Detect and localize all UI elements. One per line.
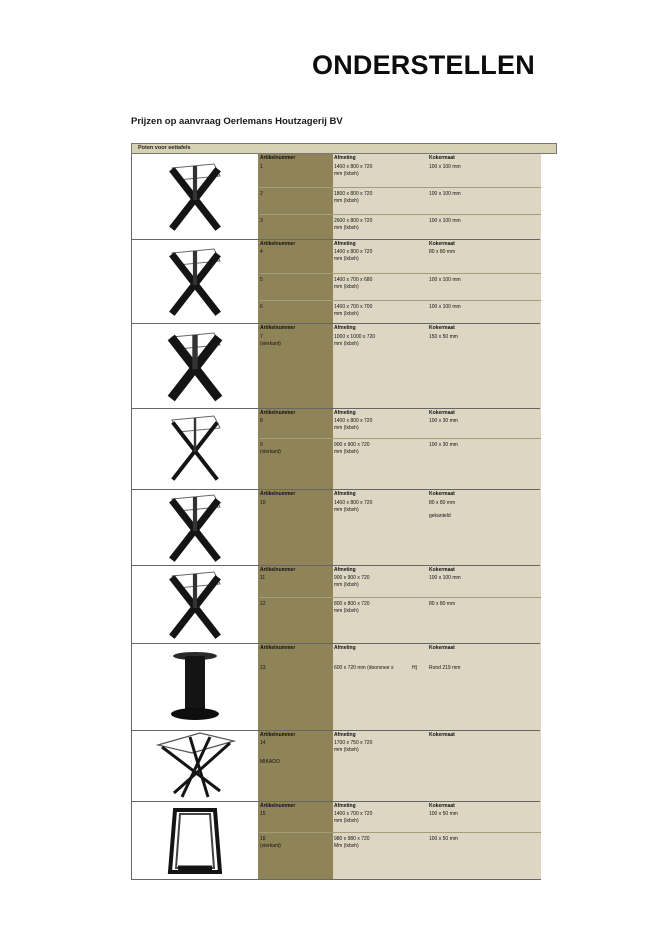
kokermaat-value: 100 x 50 mm: [429, 811, 458, 817]
header-artikelnummer: Artikelnummer: [260, 325, 296, 331]
afmeting-unit: mm (lxbxh): [334, 197, 359, 204]
item-separator: [259, 438, 541, 439]
trapezium-table-leg-icon: [132, 802, 258, 879]
table-row: [132, 324, 540, 409]
header-afmeting: Afmeting: [334, 325, 356, 331]
pedestal-table-leg-icon: [132, 644, 258, 730]
artikel-number: 8: [260, 418, 263, 424]
header-kokermaat: Kokermaat: [429, 241, 455, 247]
kokermaat-value: Rond 219 mm: [429, 665, 461, 671]
item-separator: [259, 597, 541, 598]
kokermaat-value: 150 x 50 mm: [429, 334, 458, 340]
artikel-number: 7: [260, 334, 263, 340]
section-header: Poten voor eettafels: [131, 143, 557, 154]
afmeting-value: 1400 x 700 x 720: [334, 811, 373, 817]
product-table: [131, 154, 541, 880]
x-table-leg-square-icon: [132, 324, 258, 408]
header-artikelnummer: Artikelnummer: [260, 567, 296, 573]
header-afmeting: Afmeting: [334, 803, 356, 809]
afmeting-value: 1400 x 700 x 700: [334, 304, 373, 310]
kokermaat-value: 100 x 100 mm: [429, 218, 461, 224]
item-separator: [259, 187, 541, 188]
artikel-number: 4: [260, 249, 263, 255]
x-table-leg-thin-icon: [132, 409, 258, 489]
afmeting-unit: mm (lxbxh): [334, 340, 359, 347]
kokermaat-value: 100 x 100 mm: [429, 277, 461, 283]
header-kokermaat: Kokermaat: [429, 325, 455, 331]
kokermaat-value: 100 x 50 mm: [429, 836, 458, 842]
artikel-number: 16: [260, 836, 266, 842]
afmeting-value: 800 x 800 x 720: [334, 601, 370, 607]
artikel-note: (vierkant): [260, 842, 281, 849]
header-afmeting: Afmeting: [334, 645, 356, 651]
afmeting-unit: mm (lxbxh): [334, 424, 359, 431]
artikel-note: (vierkant): [260, 340, 281, 347]
artikel-number: 5: [260, 277, 263, 283]
artikel-number: 10: [260, 500, 266, 506]
header-kokermaat: Kokermaat: [429, 410, 455, 416]
afmeting-value: 1400 x 800 x 720: [334, 164, 373, 170]
header-artikelnummer: Artikelnummer: [260, 155, 296, 161]
afmeting-unit: H): [412, 665, 418, 671]
kokermaat-value: 100 x 100 mm: [429, 304, 461, 310]
item-separator: [259, 300, 541, 301]
page-subtitle: Prijzen op aanvraag Oerlemans Houtzagerij BV: [131, 116, 343, 127]
kokermaat-value: 100 x 30 mm: [429, 418, 458, 424]
kokermaat-value: 100 x 100 mm: [429, 191, 461, 197]
afmeting-value: 1400 x 700 x 680: [334, 277, 373, 283]
afmeting-value: 1800 x 800 x 720: [334, 191, 373, 197]
header-afmeting: Afmeting: [334, 567, 356, 573]
header-artikelnummer: Artikelnummer: [260, 241, 296, 247]
artikel-number: 3: [260, 218, 263, 224]
artikel-number: 2: [260, 191, 263, 197]
header-afmeting: Afmeting: [334, 491, 356, 497]
header-kokermaat: Kokermaat: [429, 645, 455, 651]
artikel-note: MIKADO: [260, 759, 280, 765]
afmeting-unit: mm (lxbxh): [334, 448, 359, 455]
header-kokermaat: Kokermaat: [429, 803, 455, 809]
item-separator: [259, 214, 541, 215]
table-row: [132, 644, 540, 731]
artikel-note: (vierkant): [260, 448, 281, 455]
afmeting-value: 1400 x 800 x 720: [334, 418, 373, 424]
table-row: [132, 802, 540, 880]
afmeting-unit: mm (lxbxh): [334, 607, 359, 614]
header-artikelnummer: Artikelnummer: [260, 491, 296, 497]
afmeting-value: 2600 x 800 x 720: [334, 218, 373, 224]
kokermaat-value: 80 x 80 mm: [429, 601, 456, 607]
header-kokermaat: Kokermaat: [429, 567, 455, 573]
afmeting-value: 600 x 720 mm (doorsnee x: [334, 665, 394, 671]
afmeting-value: 900 x 900 x 720: [334, 442, 370, 448]
afmeting-unit: mm (lxbxh): [334, 581, 359, 588]
artikel-number: 12: [260, 601, 266, 607]
kokermaat-value: 80 x 80 mm: [429, 249, 456, 255]
afmeting-value: 980 x 980 x 720: [334, 836, 370, 842]
x-table-leg-icon: [132, 240, 258, 323]
afmeting-value: 1000 x 1000 x 720: [334, 334, 376, 340]
mikado-table-leg-icon: [132, 731, 258, 801]
afmeting-value: 1700 x 750 x 720: [334, 740, 373, 746]
afmeting-unit: mm (lxbxh): [334, 224, 359, 231]
page-title: ONDERSTELLEN: [312, 50, 535, 80]
afmeting-value: 1400 x 800 x 720: [334, 249, 373, 255]
header-artikelnummer: Artikelnummer: [260, 410, 296, 416]
header-kokermaat: Kokermaat: [429, 491, 455, 497]
afmeting-unit: mm (lxbxh): [334, 817, 359, 824]
afmeting-unit: mm (lxbxh): [334, 170, 359, 177]
kokermaat-note: gekanteld: [429, 513, 451, 519]
item-separator: [259, 273, 541, 274]
header-kokermaat: Kokermaat: [429, 732, 455, 738]
artikel-number: 1: [260, 164, 263, 170]
x-table-leg-icon: [132, 154, 258, 239]
table-row: [132, 409, 540, 490]
header-kokermaat: Kokermaat: [429, 155, 455, 161]
header-afmeting: Afmeting: [334, 241, 356, 247]
table-row: [132, 490, 540, 566]
afmeting-unit: mm (lxbxh): [334, 506, 359, 513]
table-row: [132, 566, 540, 644]
artikel-number: 15: [260, 811, 266, 817]
header-artikelnummer: Artikelnummer: [260, 645, 296, 651]
afmeting-unit: Mm (lxbxh): [334, 842, 359, 849]
header-artikelnummer: Artikelnummer: [260, 803, 296, 809]
afmeting-value: 1400 x 800 x 720: [334, 500, 373, 506]
table-row: [132, 154, 540, 240]
kokermaat-value: 100 x 100 mm: [429, 575, 461, 581]
afmeting-unit: mm (lxbxh): [334, 746, 359, 753]
table-row: [132, 240, 540, 324]
artikel-number: 13: [260, 665, 266, 671]
afmeting-unit: mm (lxbxh): [334, 283, 359, 290]
kokermaat-value: 80 x 80 mm: [429, 500, 456, 506]
header-afmeting: Afmeting: [334, 732, 356, 738]
header-artikelnummer: Artikelnummer: [260, 732, 296, 738]
artikel-number: 9: [260, 442, 263, 448]
artikel-number: 11: [260, 575, 266, 581]
header-afmeting: Afmeting: [334, 155, 356, 161]
afmeting-unit: mm (lxbxh): [334, 310, 359, 317]
item-separator: [259, 832, 541, 833]
artikel-number: 6: [260, 304, 263, 310]
table-row: [132, 731, 540, 802]
kokermaat-value: 100 x 30 mm: [429, 442, 458, 448]
kokermaat-value: 100 x 100 mm: [429, 164, 461, 170]
afmeting-unit: mm (lxbxh): [334, 255, 359, 262]
x-table-leg-icon: [132, 566, 258, 643]
header-afmeting: Afmeting: [334, 410, 356, 416]
afmeting-value: 900 x 900 x 720: [334, 575, 370, 581]
artikel-number: 14: [260, 740, 266, 746]
x-table-leg-angled-icon: [132, 490, 258, 565]
